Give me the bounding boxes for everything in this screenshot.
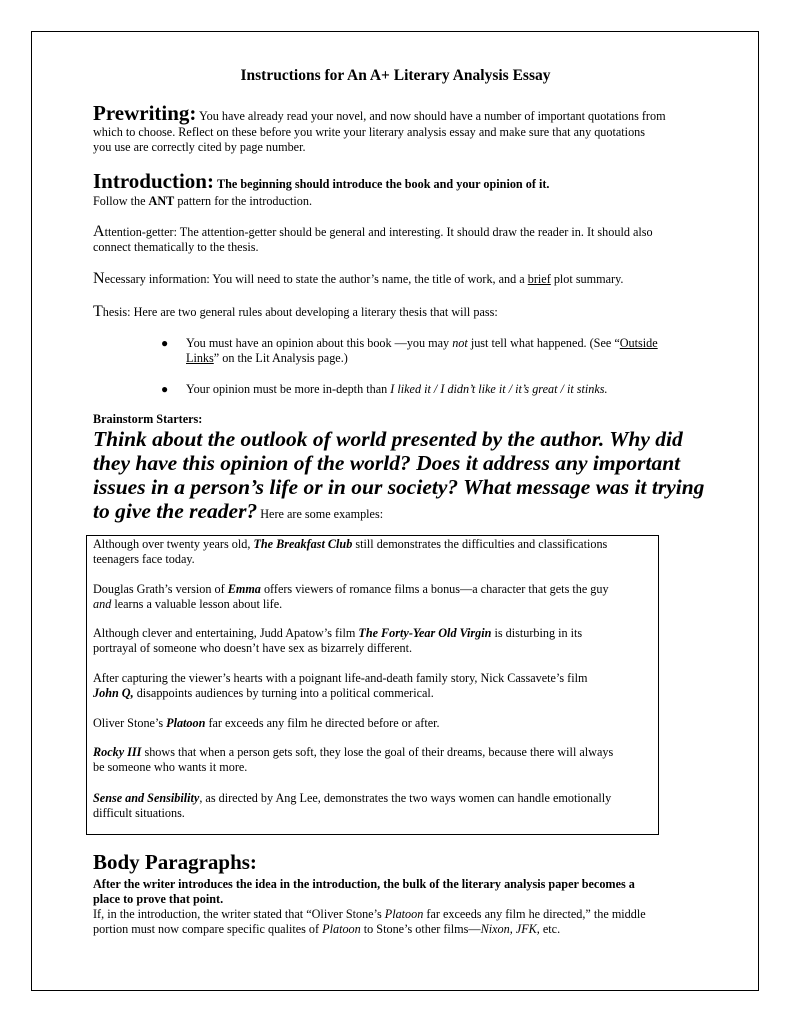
n-post: plot summary.	[550, 272, 624, 286]
b2-pre: Your opinion must be more in-depth than	[186, 382, 391, 396]
b1-ital: not	[452, 336, 468, 350]
body-p2-mid: to Stone’s other films—	[360, 922, 481, 936]
body-p2-pre: portion must now compare specific qualites of	[93, 922, 323, 936]
e3-title: The Forty-Year Old Virgin	[358, 626, 492, 640]
e2-line2: learns a valuable lesson about life.	[111, 597, 283, 611]
body-p-ital: Platoon	[384, 907, 424, 921]
body-bold-line1: After the writer introduces the idea in the introduction, the bulk of the literary analysis paper becomes a	[93, 877, 635, 891]
necessary-info	[93, 271, 699, 287]
e7-line2: difficult situations.	[93, 806, 185, 820]
e4-line1: After capturing the viewer’s hearts with a poignant life-and-death family story, Nick Cassavete’s film	[93, 671, 588, 685]
outside-link[interactable]: Outside	[619, 336, 658, 350]
e7-title: Sense and Sensibility	[93, 791, 200, 805]
prewriting-section	[93, 101, 699, 155]
e6-title: Rocky III	[93, 745, 142, 759]
introduction-heading: Introduction:	[93, 169, 214, 193]
brainstorm-line2: they have this opinion of the world? Does it address any important	[93, 451, 681, 475]
e1-post: still demonstrates the difficulties and classifications	[352, 537, 608, 551]
example-7	[93, 791, 653, 821]
b1-pre: You must have an opinion about this book —you may	[186, 336, 453, 350]
example-5	[93, 716, 653, 731]
e2-post: offers viewers of romance films a bonus—a character that gets the guy	[260, 582, 609, 596]
ant-line	[93, 194, 699, 209]
body-section	[93, 850, 699, 937]
example-6	[93, 745, 653, 775]
bullet-icon: ●	[161, 382, 169, 396]
e4-post: disappoints audiences by turning into a political commerical.	[133, 686, 434, 700]
ant-pre: Follow the	[93, 194, 149, 208]
prewriting-line2: which to choose. Reflect on these before you write your literary analysis essay and make sure that any quotations	[93, 125, 645, 139]
brainstorm-label	[93, 412, 699, 427]
b1-post: ” on the Lit Analysis page.)	[213, 351, 348, 365]
prewriting-text: You have already read your novel, and now should have a number of important quotations from	[199, 109, 666, 123]
b1-mid: just tell what happened. (See “	[467, 336, 620, 350]
example-2	[93, 582, 653, 612]
e2-ital: and	[93, 597, 112, 611]
attention-getter	[93, 224, 699, 255]
a-cap: A	[93, 223, 105, 240]
body-p-pre: If, in the introduction, the writer stated that “Oliver Stone’s	[93, 907, 385, 921]
body-p2-ital2: Nixon, JFK,	[480, 922, 540, 936]
e5-title: Platoon	[166, 716, 206, 730]
e2-title: Emma	[227, 582, 261, 596]
e5-post: far exceeds any film he directed before or after.	[205, 716, 440, 730]
ant-post: pattern for the introduction.	[174, 194, 313, 208]
e4-title: John Q,	[93, 686, 134, 700]
e3-pre: Although clever and entertaining, Judd Apatow’s film	[93, 626, 359, 640]
body-p2-post: etc.	[539, 922, 561, 936]
body-p-post: far exceeds any film he directed,” the middle	[423, 907, 646, 921]
e6-post: shows that when a person gets soft, they lose the goal of their dreams, because there will always	[141, 745, 614, 759]
thesis-line	[93, 304, 699, 320]
brainstorm-line1: Think about the outlook of world presented by the author. Why did	[93, 427, 683, 451]
example-4	[93, 671, 653, 701]
body-bold-line2: place to prove that point.	[93, 892, 224, 906]
bullet-2	[186, 382, 696, 397]
t-text: hesis: Here are two general rules about developing a literary thesis that will pass:	[102, 305, 498, 319]
example-3	[93, 626, 653, 656]
e5-pre: Oliver Stone’s	[93, 716, 167, 730]
n-cap: N	[93, 270, 105, 287]
brainstorm-line4: to give the reader?	[93, 499, 258, 523]
introduction-subheading: The beginning should introduce the book and your opinion of it.	[217, 177, 550, 191]
e2-pre: Douglas Grath’s version of	[93, 582, 228, 596]
e1-line2: teenagers face today.	[93, 552, 195, 566]
e3-line2: portrayal of someone who doesn’t have sex as bizarrely different.	[93, 641, 413, 655]
brainstorm-prompt	[93, 427, 723, 526]
bullet-icon: ●	[161, 336, 169, 350]
n-underline: brief	[527, 272, 551, 286]
example-1	[93, 537, 653, 567]
a-line1: ttention-getter: The attention-getter should be general and interesting. It should draw the reader in. It should also	[104, 225, 653, 239]
prewriting-heading: Prewriting:	[93, 101, 197, 125]
links-link[interactable]: Links	[186, 351, 214, 365]
e3-post: is disturbing in its	[491, 626, 583, 640]
e1-pre: Although over twenty years old,	[93, 537, 254, 551]
brainstorm-label-text: Brainstorm Starters:	[93, 412, 203, 426]
document-title: Instructions for An A+ Literary Analysis Essay	[240, 67, 551, 84]
a-line2: connect thematically to the thesis.	[93, 240, 259, 254]
prewriting-line3: you use are correctly cited by page number.	[93, 140, 306, 154]
brainstorm-line3: issues in a person’s life or in our society? What message was it trying	[93, 475, 705, 499]
body-p2-ital: Platoon	[322, 922, 361, 936]
b2-ital: I liked it / I didn’t like it / it’s great / it stinks.	[390, 382, 608, 396]
e7-post: , as directed by Ang Lee, demonstrates the two ways women can handle emotionally	[199, 791, 612, 805]
ant-bold: ANT	[148, 194, 175, 208]
body-heading: Body Paragraphs:	[93, 850, 257, 874]
brainstorm-tail: Here are some examples:	[257, 507, 384, 521]
introduction-section	[93, 171, 699, 209]
e6-line2: be someone who wants it more.	[93, 760, 248, 774]
n-pre: ecessary information: You will need to state the author’s name, the title of work, and a	[104, 272, 528, 286]
e1-title: The Breakfast Club	[253, 537, 353, 551]
bullet-1	[186, 336, 696, 366]
t-cap: T	[93, 303, 103, 320]
